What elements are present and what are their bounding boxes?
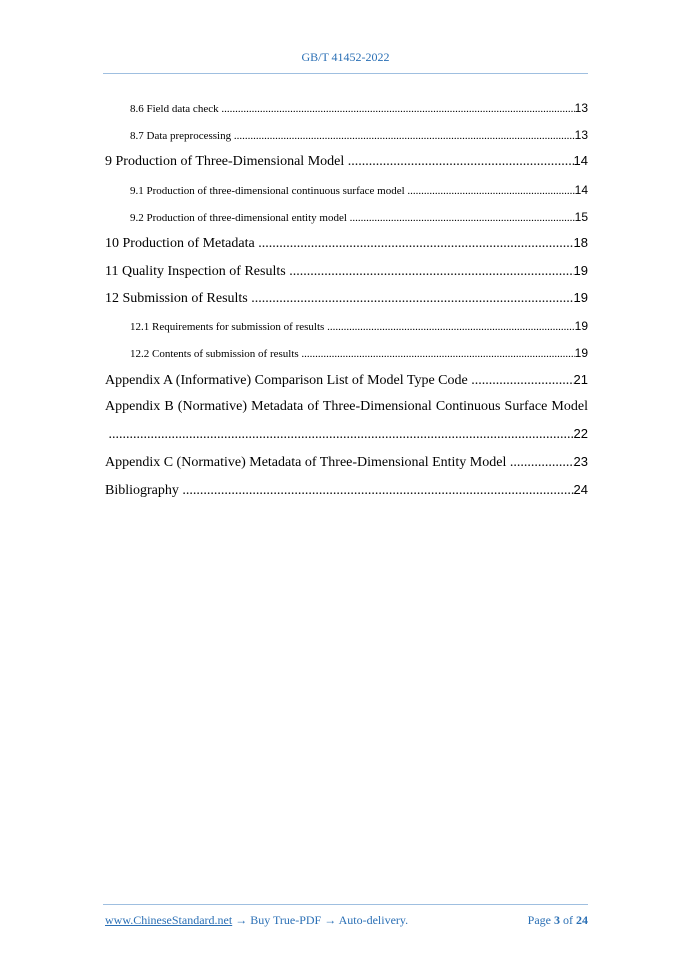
toc-entry-page: 18 xyxy=(573,235,588,250)
page-number xyxy=(528,913,588,928)
toc-entry-page: 22 xyxy=(573,426,588,441)
toc-entry-11[interactable] xyxy=(105,263,588,280)
toc-entry-title: 12 Submission of Results xyxy=(105,291,248,306)
website-link[interactable]: www.ChineseStandard.net xyxy=(105,913,233,927)
toc-entry-page: 19 xyxy=(573,290,588,305)
arrow-right-icon: → xyxy=(235,913,248,927)
toc-leader-dots xyxy=(468,373,574,389)
toc-entry-page: 14 xyxy=(574,183,588,197)
toc-entry-bibliography[interactable] xyxy=(105,482,588,499)
toc-entry-page: 19 xyxy=(573,263,588,278)
toc-entry-title: 8.6 Field data check xyxy=(130,103,219,115)
toc-leader-dots xyxy=(231,130,575,142)
toc-leader-dots xyxy=(324,321,574,333)
toc-entry-appendix-c[interactable] xyxy=(105,454,588,471)
toc-entry-page: 13 xyxy=(574,101,588,115)
footer-divider xyxy=(103,904,588,905)
toc-entry-9[interactable] xyxy=(105,153,588,170)
toc-leader-dots xyxy=(219,103,575,115)
toc-entry-page: 14 xyxy=(573,153,588,168)
toc-entry-12-2[interactable] xyxy=(130,346,588,360)
header-divider xyxy=(103,73,588,74)
toc-entry-title: 9.2 Production of three-dimensional entity model xyxy=(130,212,347,224)
toc-entry-title: 9 Production of Three-Dimensional Model xyxy=(105,154,345,169)
toc-leader-dots xyxy=(347,212,575,224)
toc-leader-dots xyxy=(299,348,575,360)
toc-entry-title: 10 Production of Metadata xyxy=(105,236,255,251)
footer-promo xyxy=(105,913,408,928)
toc-entry-12-1[interactable] xyxy=(130,319,588,333)
toc-entry-title: 12.2 Contents of submission of results xyxy=(130,348,299,360)
toc-leader-dots xyxy=(255,236,574,252)
toc-entry-page: 21 xyxy=(573,372,588,387)
toc-entry-8-6[interactable] xyxy=(130,101,588,115)
toc-entry-appendix-a[interactable] xyxy=(105,372,588,389)
toc-entry-page: 19 xyxy=(574,346,588,360)
page-label: Page xyxy=(527,913,551,927)
toc-entry-10[interactable] xyxy=(105,235,588,252)
toc-entry-title: Appendix C (Normative) Metadata of Three-Dimensional Entity Model xyxy=(105,455,507,470)
current-page: 3 xyxy=(554,913,560,927)
toc-leader-dots xyxy=(179,483,574,499)
toc-leader-dots xyxy=(105,427,574,443)
toc-entry-title: 11 Quality Inspection of Results xyxy=(105,264,286,279)
toc-entry-page: 15 xyxy=(574,210,588,224)
of-label: of xyxy=(563,913,573,927)
toc-entry-12[interactable] xyxy=(105,290,588,307)
toc-leader-dots xyxy=(405,185,575,197)
toc-leader-dots xyxy=(248,291,574,307)
toc-entry-page: 13 xyxy=(574,128,588,142)
total-pages: 24 xyxy=(576,913,588,927)
toc-entry-continuation xyxy=(105,426,588,443)
toc-entry-9-1[interactable] xyxy=(130,183,588,197)
toc-entry-title: Appendix B (Normative) Metadata of Three-Dimensional Continuous Surface Model xyxy=(105,399,588,414)
toc-leader-dots xyxy=(344,154,573,170)
standard-code: GB/T 41452-2022 xyxy=(301,50,390,64)
toc-entry-title: Appendix A (Informative) Comparison List of Model Type Code xyxy=(105,373,468,388)
toc-entry-title: Bibliography xyxy=(105,483,179,498)
toc-leader-dots xyxy=(286,264,574,280)
arrow-right-icon: → xyxy=(324,913,337,927)
delivery-text: Auto-delivery. xyxy=(338,913,409,927)
toc-entry-page: 24 xyxy=(573,482,588,497)
toc-entry-page: 23 xyxy=(573,454,588,469)
toc-entry-9-2[interactable] xyxy=(130,210,588,224)
toc-entry-8-7[interactable] xyxy=(130,128,588,142)
buy-text: Buy True-PDF xyxy=(250,913,322,927)
toc-entry-title: 9.1 Production of three-dimensional continuous surface model xyxy=(130,185,405,197)
toc-leader-dots xyxy=(506,455,573,471)
toc-entry-title: 12.1 Requirements for submission of results xyxy=(130,321,325,333)
toc-entry-page: 19 xyxy=(574,319,588,333)
toc-entry-title: 8.7 Data preprocessing xyxy=(130,130,232,142)
